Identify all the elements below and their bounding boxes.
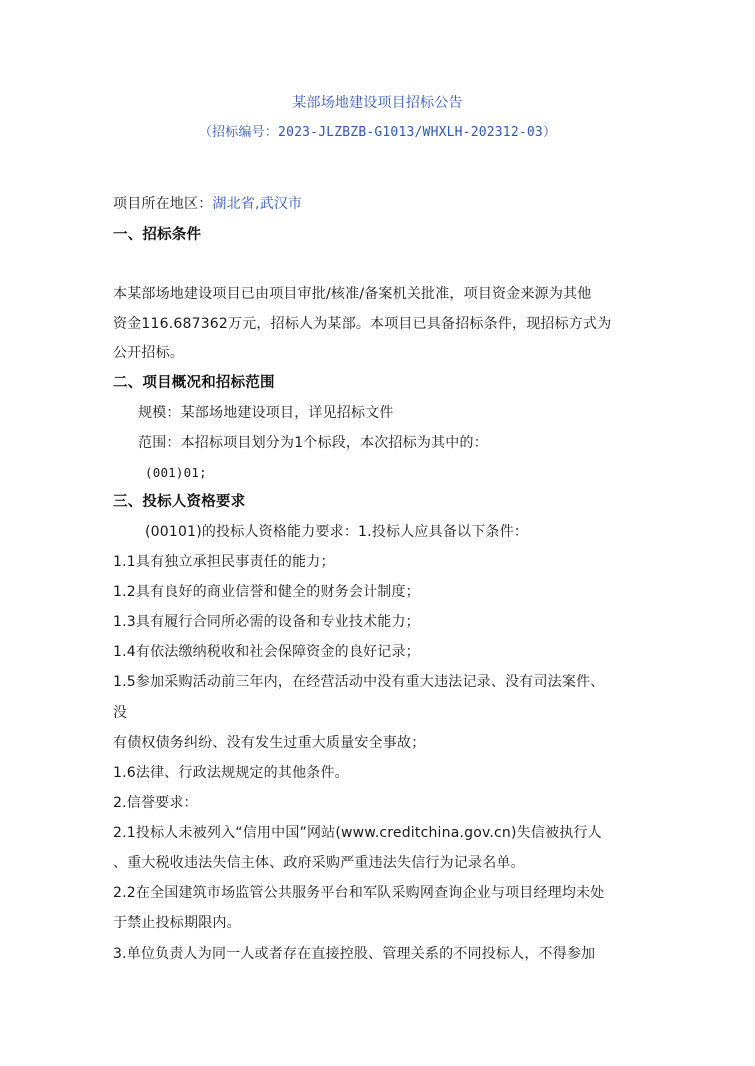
paragraph-line: 本某部场地建设项目已由项目审批/核准/备案机关批准，项目资金来源为其他 <box>113 286 592 302</box>
qualification-line: 1.6法律、行政法规规定的其他条件。 <box>113 765 349 781</box>
paragraph-line: 资金116.687362万元，招标人为某部。本项目已具备招标条件，现招标方式为 <box>113 316 612 332</box>
qualification-line: 1.1具有独立承担民事责任的能力； <box>113 554 335 570</box>
tender-code: （招标编号：2023-JLZBZB-G1013/WHXLH-202312-03） <box>198 125 557 140</box>
qualification-line: 1.2具有良好的商业信誉和健全的财务会计制度； <box>113 584 420 600</box>
region-value: 湖北省,武汉市 <box>212 196 303 212</box>
section-heading-overview: 二、项目概况和招标范围 <box>113 375 275 391</box>
qualification-line: 1.5参加采购活动前三年内，在经营活动中没有重大违法记录、没有司法案件、 <box>113 674 605 690</box>
qualification-line: 2.2在全国建筑市场监管公共服务平台和军队采购网查询企业与项目经理均未处 <box>113 885 605 901</box>
qualification-line: 没 <box>113 705 128 721</box>
qualification-line: 1.3具有履行合同所必需的设备和专业技术能力； <box>113 614 420 630</box>
section-heading-qualifications: 三、投标人资格要求 <box>113 494 246 510</box>
section-heading-conditions: 一、招标条件 <box>113 227 202 243</box>
region-label: 项目所在地区： <box>113 196 213 212</box>
qualification-line: 有债权债务纠纷、没有发生过重大质量安全事故； <box>113 735 426 751</box>
page-title: 某部场地建设项目招标公告 <box>292 95 463 111</box>
scale-line: 规模：某部场地建设项目，详见招标文件 <box>138 405 394 421</box>
scope-line: 范围：本招标项目划分为1个标段，本次招标为其中的： <box>138 435 488 451</box>
qualification-line: 、重大税收违法失信主体、政府采购严重违法失信行为记录名单。 <box>113 855 525 871</box>
region-row <box>113 194 302 214</box>
paragraph-line: 公开招标。 <box>113 345 184 361</box>
qualification-line: 2.信誉要求： <box>113 795 198 811</box>
qualification-line: 1.4有依法缴纳税收和社会保障资金的良好记录； <box>113 644 420 660</box>
qualification-intro: (00101)的投标人资格能力要求：1.投标人应具备以下条件： <box>145 524 529 540</box>
qualification-line: 3.单位负责人为同一人或者存在直接控股、管理关系的不同投标人，不得参加 <box>113 946 596 962</box>
qualification-line: 2.1投标人未被列入“信用中国”网站(www.creditchina.gov.cn)失信被执行人 <box>113 825 602 841</box>
lot-line: (001)01; <box>145 465 207 480</box>
qualification-line: 于禁止投标期限内。 <box>113 915 241 931</box>
